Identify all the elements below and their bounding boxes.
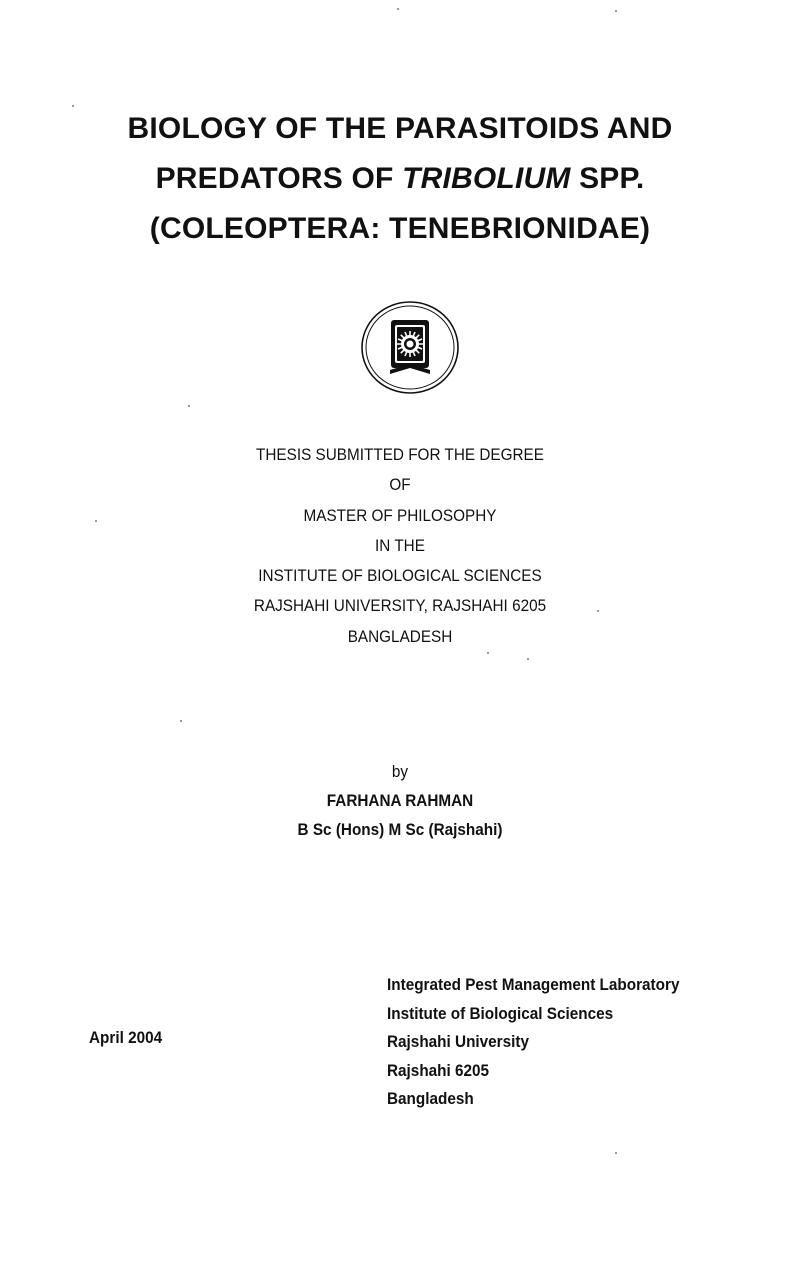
scan-speck [615,10,617,12]
title-line-2-prefix: PREDATORS OF [155,162,403,195]
university-seal-icon [360,300,460,395]
address-line: Rajshahi 6205 [387,1060,490,1080]
scan-speck [72,105,74,107]
title-line-3: (COLEOPTERA: TENEBRIONIDAE) [149,212,651,245]
title-line-1: BIOLOGY OF THE PARASITOIDS AND [127,112,673,145]
scan-speck [95,520,97,522]
thesis-statement [40,440,760,652]
scan-speck [188,405,190,407]
thesis-title [0,104,800,254]
scan-speck [487,652,489,654]
lab-address [387,971,679,1114]
title-genus-italic: TRIBOLIUM [402,162,571,195]
address-line: Rajshahi University [387,1032,530,1052]
thesis-line: INSTITUTE OF BIOLOGICAL SCIENCES [258,566,542,586]
author-name: FARHANA RAHMAN [326,791,474,810]
author-block [40,757,760,844]
thesis-line: IN THE [375,535,425,555]
address-line: Bangladesh [387,1089,474,1109]
address-line: Integrated Pest Management Laboratory [387,975,680,994]
title-line-2-suffix: SPP. [570,162,645,195]
address-line: Institute of Biological Sciences [387,1003,614,1023]
scan-speck [615,1152,617,1154]
thesis-line: OF [389,475,411,495]
scan-speck [180,720,182,722]
by-label: by [391,762,409,781]
thesis-line: MASTER OF PHILOSOPHY [303,505,497,525]
scan-speck [397,8,399,10]
scan-speck [527,658,529,660]
thesis-line: BANGLADESH [347,626,453,646]
scan-speck [597,610,599,612]
submission-date: April 2004 [89,1028,163,1047]
author-degrees: B Sc (Hons) M Sc (Rajshahi) [297,820,503,839]
title-line-2 [0,154,800,204]
thesis-line: RAJSHAHI UNIVERSITY, RAJSHAHI 6205 [253,596,547,616]
thesis-line: THESIS SUBMITTED FOR THE DEGREE [256,445,544,464]
